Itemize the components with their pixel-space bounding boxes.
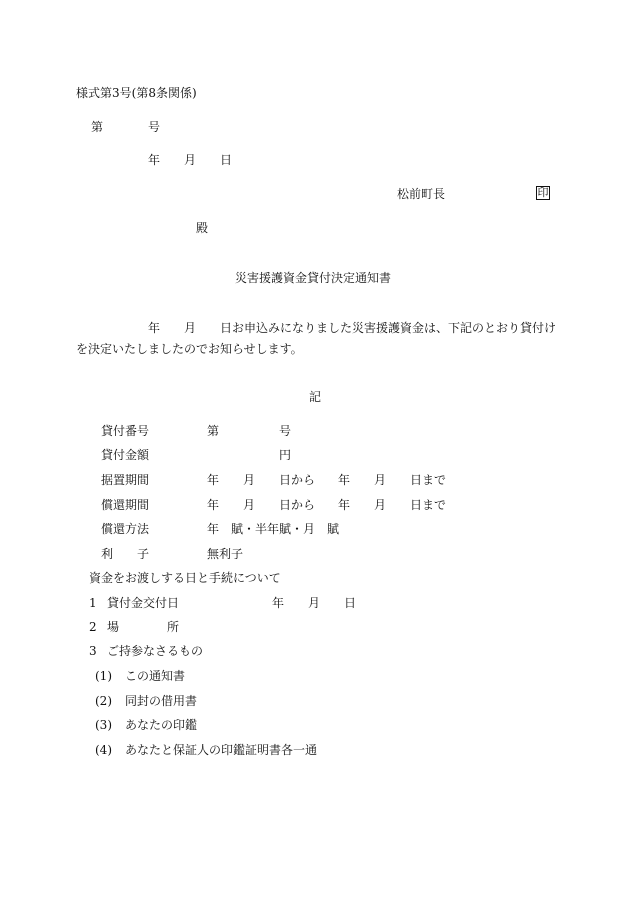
loan-amount-unit: 円 (279, 448, 292, 462)
interest-label: 利 子 (101, 547, 150, 561)
date-day: 日 (220, 153, 233, 167)
deferment-period-label: 据置期間 (101, 473, 150, 487)
repayment-from-year: 年 (207, 498, 220, 512)
procedure-2-num: 2 (89, 620, 97, 634)
form-header: 様式第3号(第8条関係) (76, 86, 197, 100)
bring-item-2-num: (2) (95, 694, 112, 708)
procedure-1-year: 年 (272, 596, 285, 610)
procedure-2-label: 場 所 (107, 620, 180, 634)
repayment-period-label: 償還期間 (101, 498, 150, 512)
procedure-1-day: 日 (344, 596, 357, 610)
date-year: 年 (148, 153, 161, 167)
bring-item-3-text: あなたの印鑑 (125, 718, 198, 732)
date-month: 月 (184, 153, 197, 167)
deferment-to-year: 年 (338, 473, 351, 487)
issuer-title: 松前町長 (397, 187, 446, 201)
bring-item-2-text: 同封の借用書 (125, 694, 198, 708)
bring-item-4-text: あなたと保証人の印鑑証明書各一通 (125, 743, 318, 757)
body-month: 月 (184, 321, 197, 335)
deferment-to-month: 月 (374, 473, 387, 487)
loan-number-suffix: 号 (279, 424, 292, 438)
addressee-suffix: 殿 (196, 221, 209, 235)
number-prefix: 第 (91, 120, 104, 134)
loan-number-label: 貸付番号 (101, 424, 150, 438)
repayment-from-month: 月 (243, 498, 256, 512)
loan-amount-label: 貸付金額 (101, 448, 150, 462)
ki-label: 記 (309, 390, 322, 404)
seal-mark: 印 (537, 186, 549, 199)
deferment-from-year: 年 (207, 473, 220, 487)
repayment-method-value: 年 賦・半年賦・月 賦 (207, 522, 340, 536)
repayment-method-label: 償還方法 (101, 522, 150, 536)
body-year: 年 (148, 321, 161, 335)
interest-value: 無利子 (207, 547, 244, 561)
deferment-to-day: 日まで (410, 473, 447, 487)
document-title: 災害援護資金貸付決定通知書 (235, 271, 392, 285)
body-line2: を決定いたしましたのでお知らせします。 (76, 342, 303, 356)
repayment-to-year: 年 (338, 498, 351, 512)
procedure-1-label: 貸付金交付日 (107, 596, 180, 610)
bring-item-3-num: (3) (95, 718, 112, 732)
procedure-1-month: 月 (308, 596, 321, 610)
loan-number-prefix: 第 (207, 424, 220, 438)
repayment-from-day: 日から (279, 498, 316, 512)
bring-item-4-num: (4) (95, 743, 112, 757)
procedure-1-num: 1 (89, 596, 97, 610)
repayment-to-day: 日まで (410, 498, 447, 512)
body-line1: 日お申込みになりました災害援護資金は、下記のとおり貸付け (220, 321, 557, 335)
procedure-heading: 資金をお渡しする日と手続について (89, 571, 281, 585)
deferment-from-day: 日から (279, 473, 316, 487)
procedure-3-label: ご持参なさるもの (107, 644, 204, 658)
bring-item-1-num: (1) (95, 669, 112, 683)
deferment-from-month: 月 (243, 473, 256, 487)
procedure-3-num: 3 (89, 644, 97, 658)
repayment-to-month: 月 (374, 498, 387, 512)
bring-item-1-text: この通知書 (125, 669, 186, 683)
number-suffix: 号 (148, 120, 161, 134)
